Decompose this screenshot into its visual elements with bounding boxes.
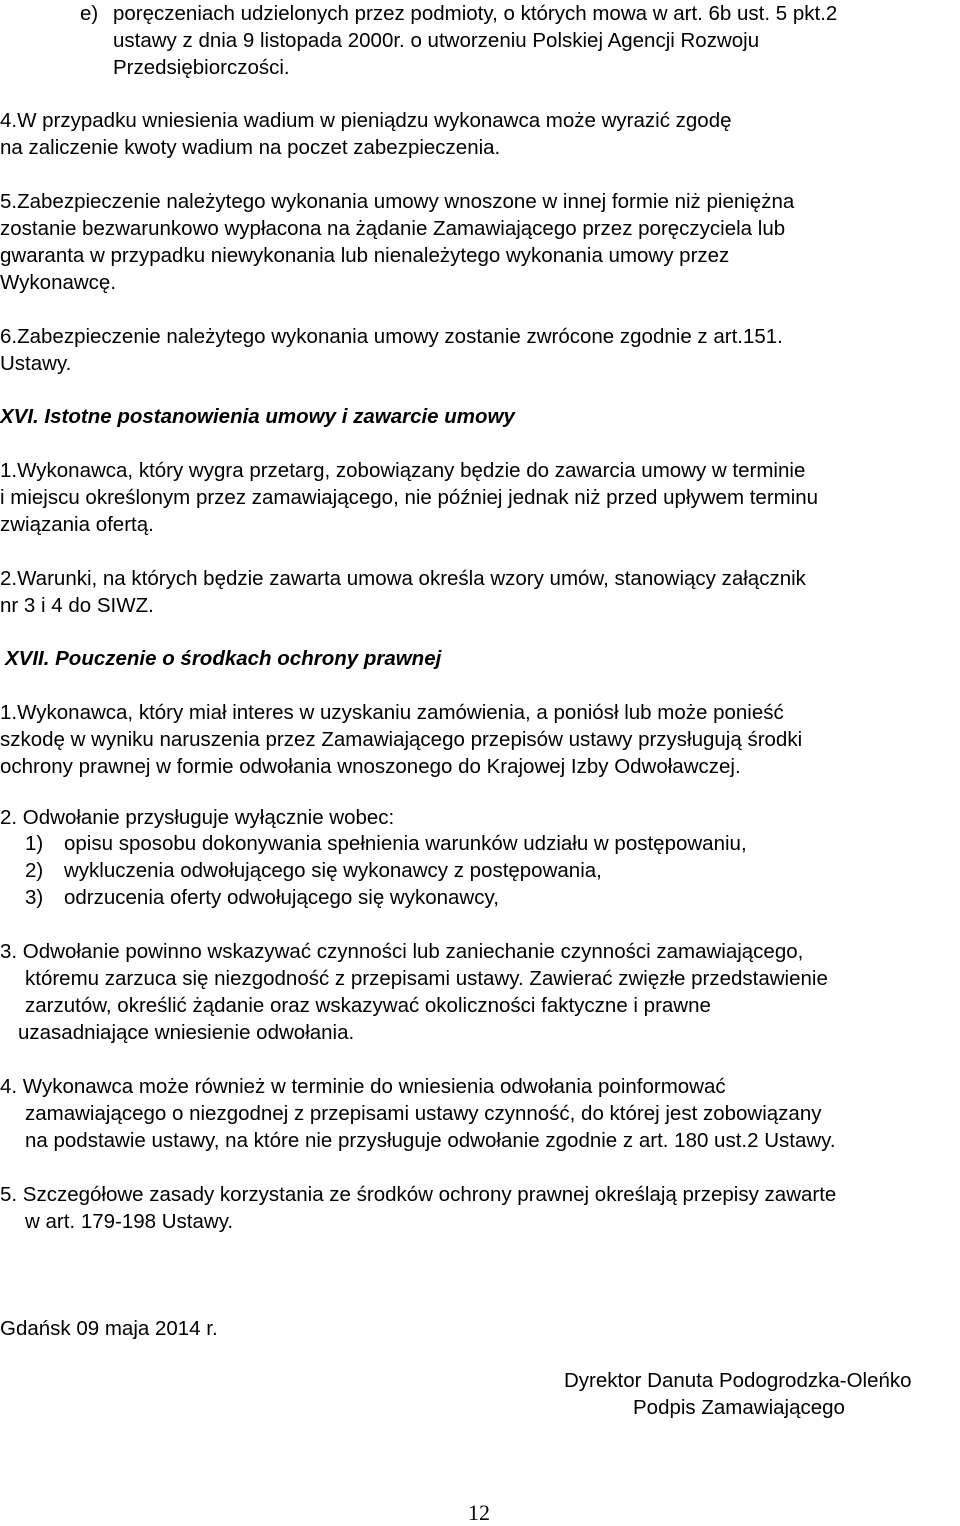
xvii-1-line-1: 1.Wykonawca, który miał interes w uzyskaniu zamówienia, a poniósł lub może ponieść bbox=[0, 701, 784, 724]
xvii-5-line-1: 5. Szczegółowe zasady korzystania ze środków ochrony prawnej określają przepisy zawarte bbox=[0, 1183, 837, 1206]
paragraph-5-line-3: gwaranta w przypadku niewykonania lub nienależytego wykonania umowy przez bbox=[0, 244, 730, 267]
paragraph-4-line-1: 4.W przypadku wniesienia wadium w pieniądzu wykonawca może wyrazić zgodę bbox=[0, 109, 732, 132]
xvii-3-line-4: uzasadniające wniesienie odwołania. bbox=[18, 1021, 355, 1044]
xvii-2-marker-1: 1) bbox=[25, 832, 44, 855]
signature-role: Podpis Zamawiającego bbox=[633, 1396, 845, 1419]
paragraph-6-line-2: Ustawy. bbox=[0, 352, 72, 375]
xvii-2-item-2: wykluczenia odwołującego się wykonawcy z postępowania, bbox=[64, 859, 602, 882]
xvii-2-marker-2: 2) bbox=[25, 859, 44, 882]
xvi-1-line-2: i miejscu określonym przez zamawiającego, nie później jednak niż przed upływem terminu bbox=[0, 486, 819, 509]
xvii-1-line-3: ochrony prawnej w formie odwołania wnoszonego do Krajowej Izby Odwoławczej. bbox=[0, 755, 741, 778]
xvii-1-line-2: szkodę w wyniku naruszenia przez Zamawiającego przepisów ustawy przysługują środki bbox=[0, 728, 803, 751]
xvii-4-line-1: 4. Wykonawca może również w terminie do wniesienia odwołania poinformować bbox=[0, 1075, 726, 1098]
date-place: Gdańsk 09 maja 2014 r. bbox=[0, 1317, 218, 1340]
xvi-2-line-2: nr 3 i 4 do SIWZ. bbox=[0, 594, 154, 617]
xvi-2-line-1: 2.Warunki, na których będzie zawarta umowa określa wzory umów, stanowiący załącznik bbox=[0, 567, 806, 590]
xvii-4-line-2: zamawiającego o niezgodnej z przepisami ustawy czynność, do której jest zobowiązany bbox=[25, 1102, 822, 1125]
xvii-3-line-3: zarzutów, określić żądanie oraz wskazywać okoliczności faktyczne i prawne bbox=[25, 994, 711, 1017]
section-xvii-heading: XVII. Pouczenie o środkach ochrony prawnej bbox=[5, 647, 442, 670]
paragraph-5-line-1: 5.Zabezpieczenie należytego wykonania umowy wnoszone w innej formie niż pieniężna bbox=[0, 190, 795, 213]
xvi-1-line-3: związania ofertą. bbox=[0, 513, 154, 536]
xvii-2-marker-3: 3) bbox=[25, 886, 44, 909]
item-e-line-1: poręczeniach udzielonych przez podmioty, o których mowa w art. 6b ust. 5 pkt.2 bbox=[113, 2, 838, 25]
list-marker-e: e) bbox=[80, 2, 99, 25]
item-e-line-2: ustawy z dnia 9 listopada 2000r. o utworzeniu Polskiej Agencji Rozwoju bbox=[113, 29, 760, 52]
xvii-4-line-3: na podstawie ustawy, na które nie przysługuje odwołanie zgodnie z art. 180 ust.2 Ustawy. bbox=[25, 1129, 836, 1152]
paragraph-4-line-2: na zaliczenie kwoty wadium na poczet zabezpieczenia. bbox=[0, 136, 501, 159]
xvii-5-line-2: w art. 179-198 Ustawy. bbox=[25, 1210, 234, 1233]
section-xvi-heading: XVI. Istotne postanowienia umowy i zawarcie umowy bbox=[0, 405, 515, 428]
page-number: 12 bbox=[468, 1500, 490, 1525]
xvii-2-item-3: odrzucenia oferty odwołującego się wykonawcy, bbox=[64, 886, 499, 909]
xvii-2-intro: 2. Odwołanie przysługuje wyłącznie wobec: bbox=[0, 806, 395, 829]
xvii-3-line-2: któremu zarzuca się niezgodność z przepisami ustawy. Zawierać zwięzłe przedstawienie bbox=[25, 967, 828, 990]
xvii-2-item-1: opisu sposobu dokonywania spełnienia warunków udziału w postępowaniu, bbox=[64, 832, 747, 855]
item-e-line-3: Przedsiębiorczości. bbox=[113, 56, 290, 79]
xvii-3-line-1: 3. Odwołanie powinno wskazywać czynności lub zaniechanie czynności zamawiającego, bbox=[0, 940, 804, 963]
xvi-1-line-1: 1.Wykonawca, który wygra przetarg, zobowiązany będzie do zawarcia umowy w terminie bbox=[0, 459, 806, 482]
paragraph-5-line-4: Wykonawcę. bbox=[0, 271, 117, 294]
paragraph-6-line-1: 6.Zabezpieczenie należytego wykonania umowy zostanie zwrócone zgodnie z art.151. bbox=[0, 325, 783, 348]
paragraph-5-line-2: zostanie bezwarunkowo wypłacona na żądanie Zamawiającego przez poręczyciela lub bbox=[0, 217, 786, 240]
signature-name: Dyrektor Danuta Podogrodzka-Oleńko bbox=[564, 1369, 912, 1392]
